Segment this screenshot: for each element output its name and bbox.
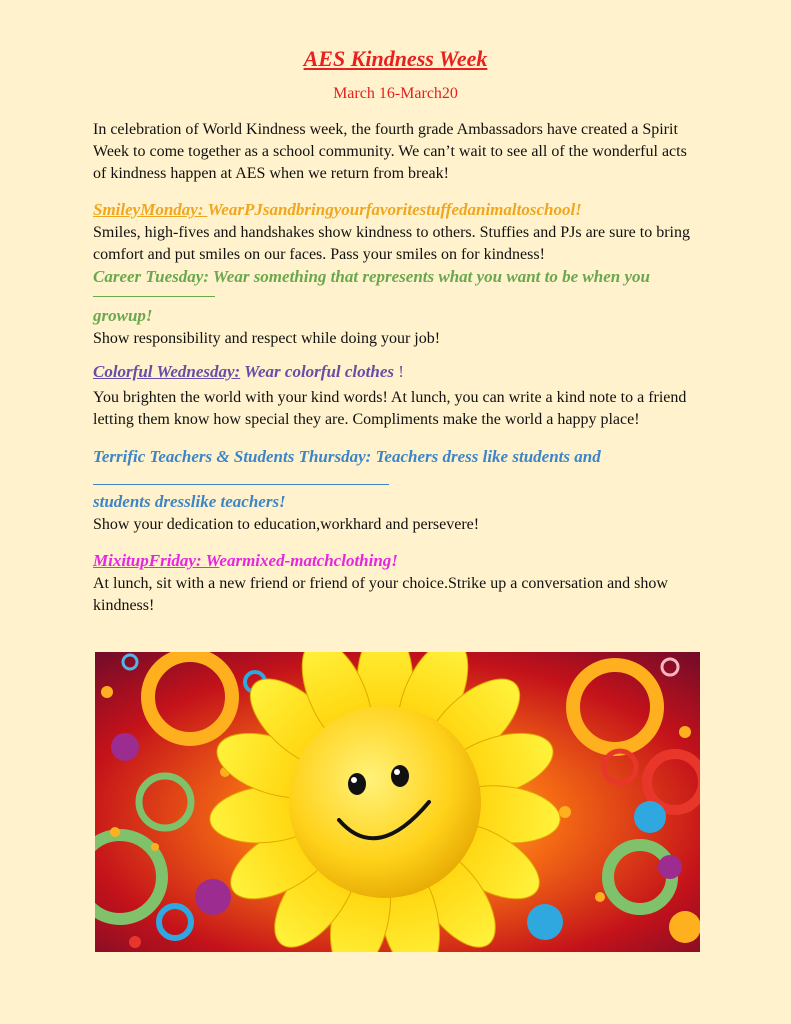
friday-heading bbox=[93, 550, 693, 572]
friday-description: At lunch, sit with a new friend or friend of your choice.Strike up a conversation and show kindness! bbox=[93, 575, 668, 614]
smiley-face bbox=[289, 706, 481, 898]
friday-theme: earmixed-matchclothing! bbox=[219, 551, 398, 570]
monday-theme: WearPJsandbringyourfavoritestuffedanimaltoschool! bbox=[207, 200, 582, 219]
thursday-description: Show your dedication to education,workhard and persevere! bbox=[93, 516, 480, 533]
sunflower-smiley-image bbox=[95, 652, 700, 952]
tuesday-underline bbox=[93, 296, 215, 297]
date-range: March 16-March20 bbox=[333, 85, 458, 102]
tuesday-description: Show responsibility and respect while doing your job! bbox=[93, 330, 441, 347]
monday-description: Smiles, high-fives and handshakes show kindness to others. Stuffies and PJs are sure to bring comfort and put smiles on our faces. Pass your smiles on for kindness! bbox=[93, 224, 690, 263]
wednesday-tail: ! bbox=[393, 362, 404, 381]
page-title: AES Kindness Week bbox=[303, 46, 488, 71]
friday-day-label: MixitupFriday: W bbox=[93, 551, 220, 570]
wednesday-heading bbox=[93, 361, 693, 383]
wednesday-theme: Wear colorful clothes bbox=[240, 362, 394, 381]
thursday-heading-line1: Terrific Teachers & Students Thursday: Teachers dress like students and bbox=[93, 447, 601, 466]
monday-day-label: SmileyMonday: bbox=[93, 200, 208, 219]
intro-paragraph: In celebration of World Kindness week, the fourth grade Ambassadors have created a Spirit Week to come together as a school community. We can’t wait to see all of the wonderful acts of kindness happen at AES when we return from break! bbox=[93, 121, 687, 182]
thursday-heading-line2: students dresslike teachers! bbox=[93, 492, 286, 511]
tuesday-heading-line1: Career Tuesday: Wear something that represents what you want to be when you bbox=[93, 267, 650, 286]
thursday-underline bbox=[93, 484, 389, 485]
wednesday-description: You brighten the world with your kind words! At lunch, you can write a kind note to a friend letting them know how special they are. Compliments make the world a happy place! bbox=[93, 389, 687, 428]
monday-heading bbox=[93, 199, 693, 221]
tuesday-heading-line2: growup! bbox=[93, 306, 153, 325]
wednesday-day-label: Colorful Wednesday: bbox=[93, 362, 241, 381]
